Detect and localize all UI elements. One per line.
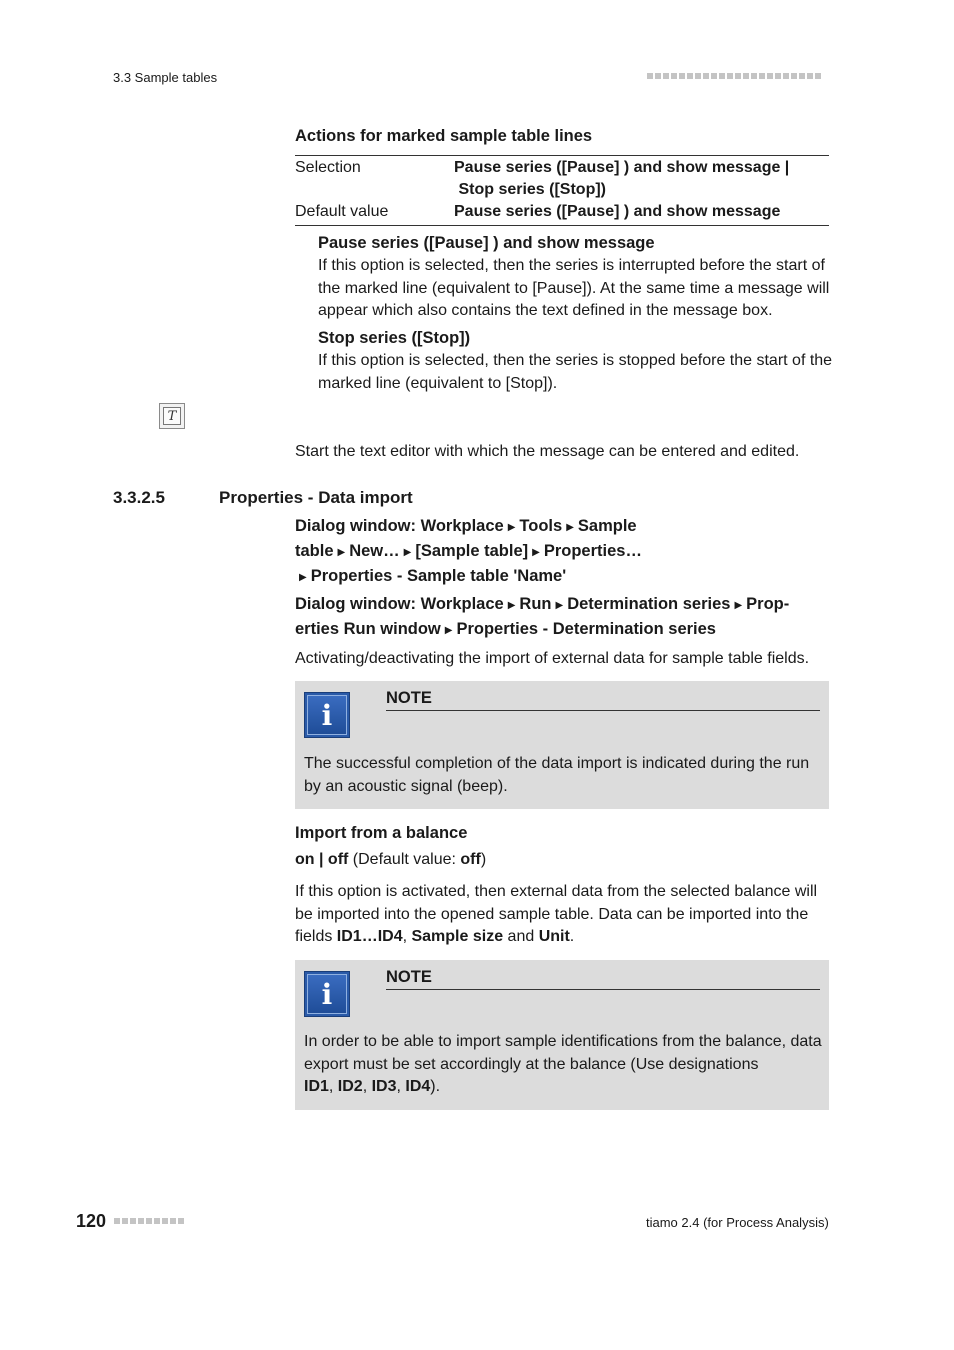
note-text (304, 1031, 824, 1099)
import-balance-title: Import from a balance (295, 824, 468, 842)
arrow-right-icon: ▶ (403, 547, 412, 558)
option-pause-text: If this option is selected, then the series is interrupted before the start of the marked line (equivalent to [Pause]). At the same time a message will appear which also contains the text defined in the message box. (318, 257, 830, 319)
nav-path-sample-table (295, 515, 675, 590)
field-sample-size: Sample size (411, 928, 504, 945)
arrow-right-icon: ▶ (444, 625, 453, 636)
nav2-item: Determination series (567, 595, 731, 613)
info-icon: i (304, 692, 350, 738)
param-table (295, 155, 829, 226)
import-balance-on-off: on | off (295, 851, 349, 868)
info-icon: i (304, 971, 350, 1017)
note-title: NOTE (386, 968, 820, 990)
nav1-item: Properties… (543, 542, 642, 560)
desc-sep: and (503, 928, 539, 945)
nav2-item: Properties - Determination series (456, 620, 716, 638)
nav-path-determination-series (295, 593, 829, 643)
arrow-right-icon: ▶ (507, 522, 516, 533)
designation-id3: ID3 (371, 1078, 397, 1095)
nav1-item: Tools (519, 517, 563, 535)
option-pause (318, 232, 833, 323)
text-editor-icon: T (163, 407, 181, 425)
footer-product: tiamo 2.4 (for Process Analysis) (646, 1215, 829, 1230)
page-number: 120 (76, 1211, 107, 1231)
field-unit: Unit (538, 928, 570, 945)
arrow-right-icon: ▶ (337, 547, 346, 558)
section-number: 3.3.2.5 (113, 488, 165, 507)
designation-id4: ID4 (405, 1078, 431, 1095)
import-balance-description (295, 881, 835, 949)
default-prefix: (Default value: (348, 851, 461, 868)
param-row-default (295, 201, 829, 223)
selection-value-line1: Pause series ([Pause] ) and show message | (454, 159, 790, 176)
note-end: ). (430, 1078, 441, 1095)
arrow-right-icon: ▶ (532, 547, 540, 558)
option-stop-text: If this option is selected, then the series is stopped before the start of the marked line (equivalent to [Stop]). (318, 352, 833, 392)
selection-values (454, 157, 829, 201)
selection-value-line2: Stop series ([Stop]) (454, 181, 607, 198)
nav1-item: Sample table (295, 517, 637, 560)
footer-decorative-dots (114, 1218, 184, 1224)
default-label: Default value (295, 203, 389, 220)
nav1-item: [Sample table] (415, 542, 529, 560)
option-pause-title: Pause series ([Pause] ) and show message (318, 234, 655, 252)
text-editor-button[interactable] (159, 403, 185, 429)
nav1-prefix: Dialog window: Workplace (295, 517, 504, 535)
note-sep: , (396, 1078, 406, 1095)
nav2-item: Run (519, 595, 552, 613)
param-table-title: Actions for marked sample table lines (295, 127, 593, 145)
text-editor-description: Start the text editor with which the message can be entered and edited. (295, 443, 800, 460)
field-ids: ID1…ID4 (336, 928, 403, 945)
default-value: Pause series ([Pause] ) and show message (454, 203, 781, 220)
option-stop (318, 327, 833, 395)
section-title: Properties - Data import (219, 488, 413, 507)
arrow-right-icon: ▶ (555, 600, 564, 611)
arrow-right-icon: ▶ (299, 572, 307, 583)
arrow-right-icon: ▶ (507, 600, 516, 611)
nav2-prefix: Dialog window: Workplace (295, 595, 504, 613)
note-sep: , (328, 1078, 338, 1095)
arrow-right-icon: ▶ (566, 522, 574, 533)
default-suffix: ) (480, 851, 487, 868)
import-balance-default: off (460, 851, 481, 868)
nav1-item: New… (349, 542, 400, 560)
desc-text: If this option is activated, then external data from the selected balance will be imported into the opened sample table. Data can be imported into the fields (295, 883, 818, 945)
option-stop-title: Stop series ([Stop]) (318, 329, 471, 347)
nav2-item: Prop-erties Run window (295, 595, 790, 638)
note-text: The successful completion of the data import is indicated during the run by an acoustic signal (beep). (304, 755, 810, 795)
header-decorative-dots (647, 73, 821, 79)
note-title: NOTE (386, 689, 820, 711)
designation-id1: ID1 (304, 1078, 329, 1095)
import-balance-values (295, 849, 486, 872)
nav1-item: Properties - Sample table 'Name' (310, 567, 567, 585)
arrow-right-icon: ▶ (734, 600, 743, 611)
running-header-section: 3.3 Sample tables (113, 70, 218, 85)
note-box-balance (295, 960, 829, 1110)
selection-label: Selection (295, 159, 361, 176)
designation-id2: ID2 (337, 1078, 363, 1095)
desc-sep: , (402, 928, 412, 945)
note-sep: , (362, 1078, 372, 1095)
note-text-main: In order to be able to import sample identifications from the balance, data export must be set accordingly at the balance (Use designations (304, 1033, 822, 1073)
note-box-beep (295, 681, 829, 809)
param-row-selection (295, 157, 829, 201)
intro-text: Activating/deactivating the import of external data for sample table fields. (295, 650, 810, 667)
desc-end: . (569, 928, 575, 945)
